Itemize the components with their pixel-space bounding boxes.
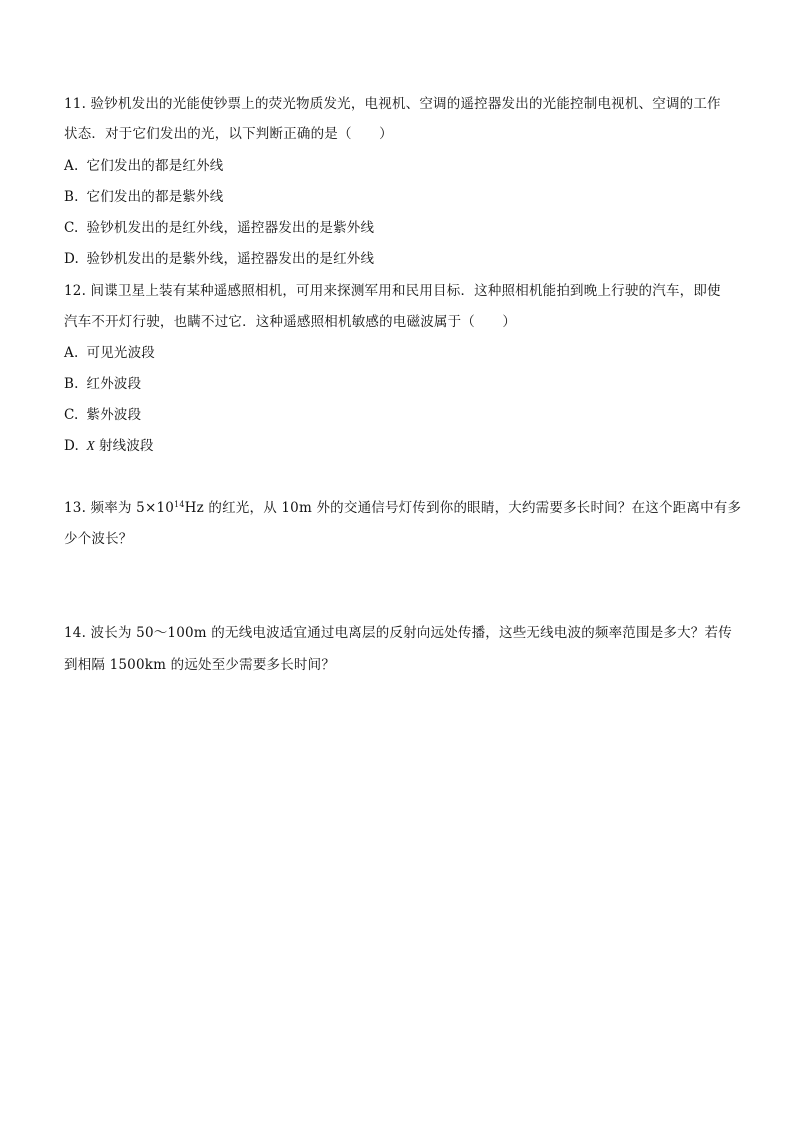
question-11-option-c bbox=[64, 219, 744, 237]
option-letter: B. bbox=[64, 376, 79, 392]
question-14-line-1: 14. 波长为 50～100m 的无线电波适宜通过电离层的反射向远处传播，这些无线电波的频率范围是多大？若传 bbox=[64, 625, 732, 641]
question-12-option-c bbox=[64, 406, 744, 424]
exponent: 14 bbox=[174, 500, 185, 509]
question-11-option-d bbox=[64, 250, 744, 268]
question-12-option-d bbox=[64, 437, 744, 455]
option-letter: D. bbox=[64, 251, 80, 267]
question-12-line-2: 汽车不开灯行驶，也瞒不过它．这种遥感照相机敏感的电磁波属于（ ） bbox=[64, 314, 517, 330]
question-13-line-2: 少个波长？ bbox=[64, 531, 133, 547]
option-letter: B. bbox=[64, 189, 79, 205]
option-letter: D. bbox=[64, 438, 80, 454]
x-ray-variable: X bbox=[86, 438, 95, 453]
question-11-option-a bbox=[64, 157, 744, 175]
question-13-text-start: 13. 频率为 5×10 bbox=[64, 500, 175, 516]
option-letter: A. bbox=[64, 345, 79, 361]
question-11-option-b bbox=[64, 188, 744, 206]
option-text: 验钞机发出的是红外线，遥控器发出的是紫外线 bbox=[86, 220, 375, 236]
option-letter: C. bbox=[64, 220, 79, 236]
option-text: 可见光波段 bbox=[86, 345, 155, 361]
option-text: 它们发出的都是紫外线 bbox=[86, 189, 224, 205]
option-text: 验钞机发出的是紫外线，遥控器发出的是红外线 bbox=[86, 251, 375, 267]
question-12-line-1: 12. 间谍卫星上装有某种遥感照相机，可用来探测军用和民用目标．这种照相机能拍到晚上行驶的汽车，即使 bbox=[64, 283, 721, 299]
question-14-line-2: 到相隔 1500km 的远处至少需要多长时间？ bbox=[64, 657, 336, 673]
option-letter: A. bbox=[64, 158, 79, 174]
option-text: 它们发出的都是红外线 bbox=[86, 158, 224, 174]
question-13-text-end: Hz 的红光，从 10m 外的交通信号灯传到你的眼睛，大约需要多长时间？在这个距离中有多 bbox=[184, 500, 742, 516]
question-12-option-b bbox=[64, 375, 744, 393]
question-11-line-1: 11. 验钞机发出的光能使钞票上的荧光物质发光，电视机、空调的遥控器发出的光能控制电视机、空调的工作 bbox=[64, 96, 721, 112]
question-11-line-2: 状态．对于它们发出的光，以下判断正确的是（ ） bbox=[64, 126, 393, 142]
option-text: 射线波段 bbox=[98, 438, 154, 454]
question-13-line-1 bbox=[64, 499, 744, 517]
option-letter: C. bbox=[64, 407, 79, 423]
option-text: 紫外波段 bbox=[86, 407, 142, 423]
question-12-option-a bbox=[64, 344, 744, 362]
option-text: 红外波段 bbox=[86, 376, 142, 392]
